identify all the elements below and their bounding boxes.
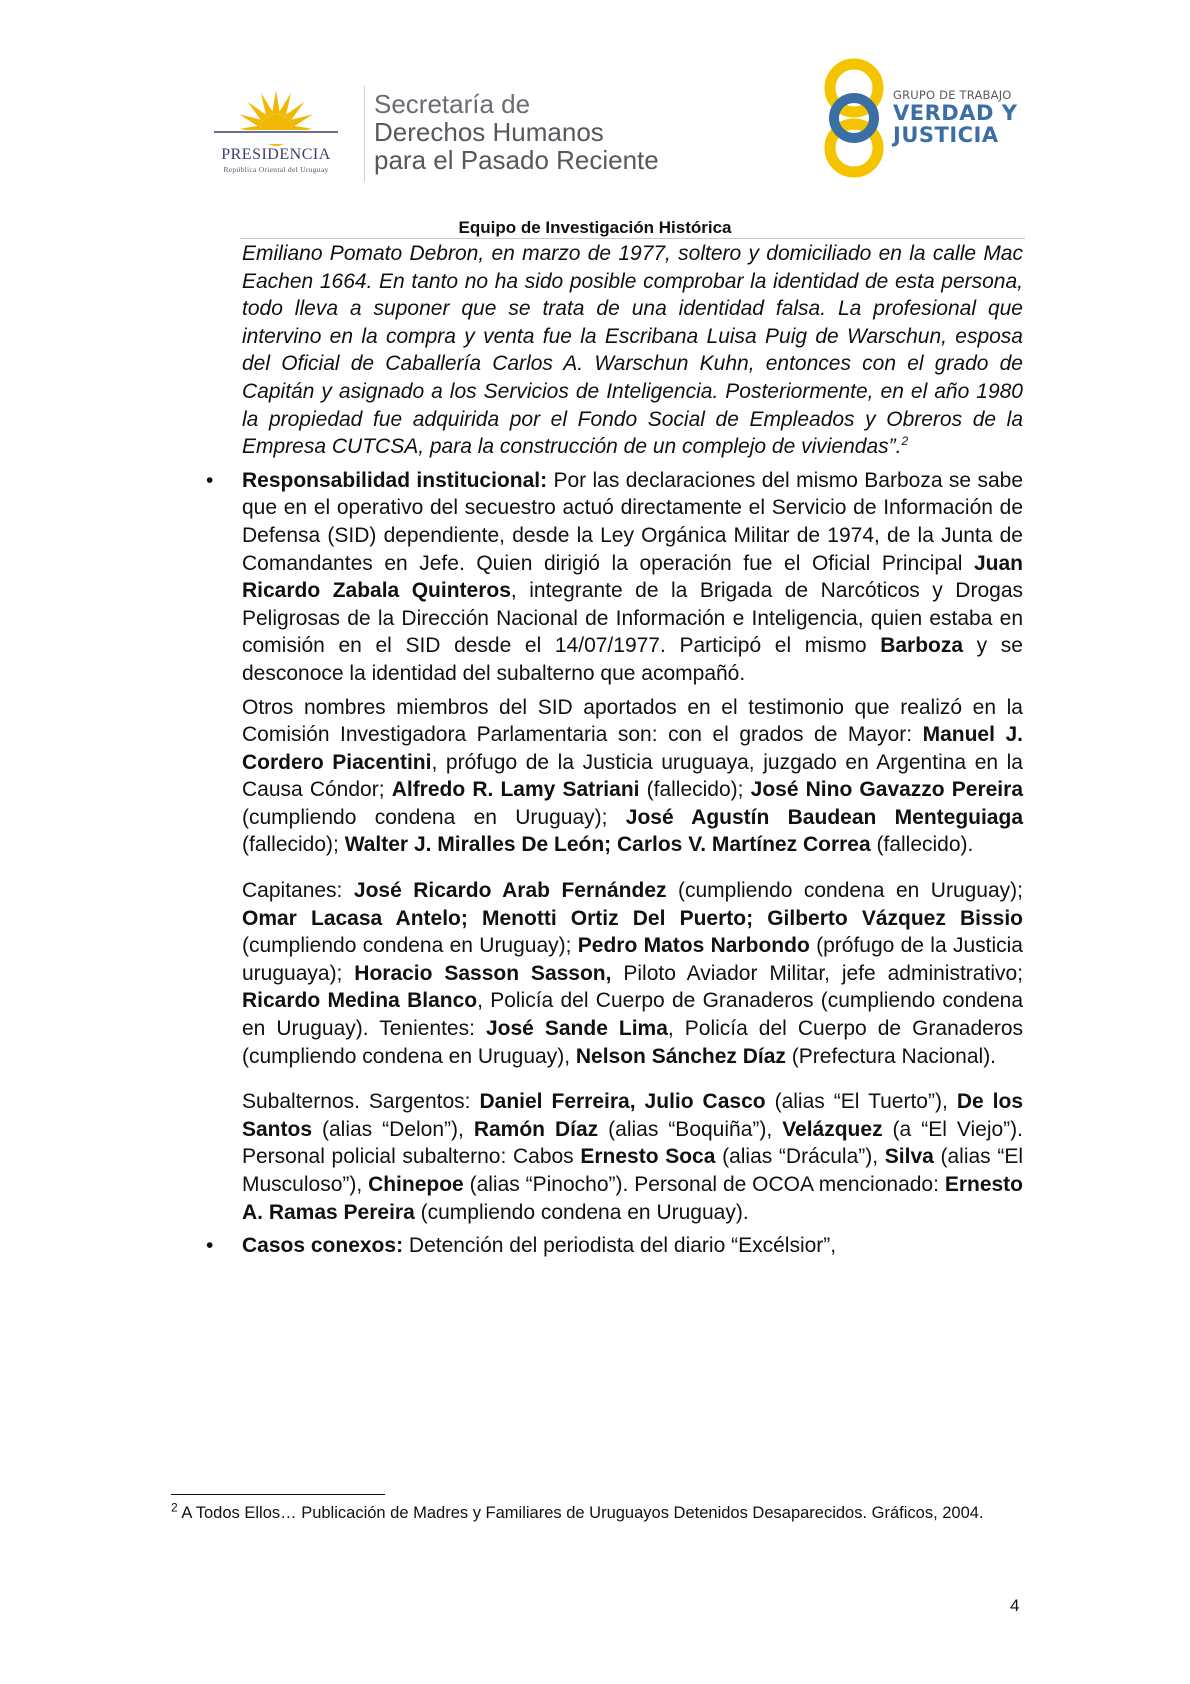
presidencia-subtitle: República Oriental del Uruguay <box>223 165 329 174</box>
header-rule <box>240 238 1025 239</box>
secretaria-line-3: para el Pasado Reciente <box>374 145 659 175</box>
header-divider <box>364 86 365 182</box>
bullet-item-responsabilidad <box>206 467 1024 688</box>
responsabilidad-paragraph: Responsabilidad institucional: Por las declaraciones del mismo Barboza se sabe que en el operativo del secuestro actuó directamente el Servicio de Información de Defensa (SID) dependiente, desde la Ley Orgánica Militar de 1974, de la Junta de Comandantes en Jefe. Quien dirigió la operación fue el Oficial Principal Juan Ricardo Zabala Quinteros, integrante de la Brigada de Narcóticos y Drogas Peligrosas de la Dirección Nacional de Información e Inteligencia, quien estaba en comisión en el SID desde el 14/07/1977. Participó el mismo Barboza y se desconoce la identidad del subalterno que acompañó. <box>242 468 1024 685</box>
presidencia-title: PRESIDENCIA <box>221 146 331 163</box>
capitanes-paragraph: Capitanes: José Ricardo Arab Fernández (cumpliendo condena en Uruguay); Omar Lacasa Antelo; Menotti Ortiz Del Puerto; Gilberto Vázquez Bissio (cumpliendo condena en Uruguay); Pedro Matos Narbondo (prófugo de la Justicia uruguaya); Horacio Sasson Sasson, Piloto Aviador Militar, jefe administrativo; Ricardo Medina Blanco, Policía del Cuerpo de Granaderos (cumpliendo condena en Uruguay). Tenientes: José Sande Lima, Policía del Cuerpo de Granaderos (cumpliendo condena en Uruguay), Nelson Sánchez Díaz (Prefectura Nacional). <box>242 879 1023 1068</box>
page-number: 4 <box>1010 1596 1020 1615</box>
bullet-icon: • <box>206 1234 214 1258</box>
secretaria-wordmark <box>374 90 714 174</box>
quoted-paragraph <box>242 240 1023 461</box>
grupo-trabajo-label: GRUPO DE TRABAJO <box>893 88 1012 102</box>
casos-paragraph: Casos conexos: Detención del periodista del diario “Excélsior”, <box>242 1234 837 1258</box>
secretaria-line-2: Derechos Humanos <box>374 117 604 147</box>
footnote-ref: 2 <box>901 434 909 449</box>
verdad-y-label: VERDAD Y <box>893 101 1018 125</box>
otros-nombres-paragraph: Otros nombres miembros del SID aportados en el testimonio que realizó en la Comisión Investigadora Parlamentaria son: con el grados de Mayor: Manuel J. Cordero Piacentini, prófugo de la Justicia uruguaya, juzgado en Argentina en la Causa Cóndor; Alfredo R. Lamy Satriani (fallecido); José Nino Gavazzo Pereira (cumpliendo condena en Uruguay); José Agustín Baudean Menteguiaga (fallecido); Walter J. Miralles De León; Carlos V. Martínez Correa (fallecido). <box>242 695 1023 857</box>
secretaria-line-1: Secretaría de <box>374 89 531 119</box>
bullet-item-casos <box>206 1232 1023 1260</box>
body-content <box>206 240 1024 1260</box>
subalternos-paragraph: Subalternos. Sargentos: Daniel Ferreira, Julio Casco (alias “El Tuerto”), De los Santos (alias “Delon”), Ramón Díaz (alias “Boquiña”), Velázquez (a “El Viejo”). Personal policial subalterno: Cabos Ernesto Soca (alias “Drácula”), Silva (alias “El Musculoso”), Chinepoe (alias “Pinocho”). Personal de OCOA mencionado: Ernesto A. Ramas Pereira (cumpliendo condena en Uruguay). <box>242 1090 1023 1224</box>
responsabilidad-label: Responsabilidad institucional: <box>242 468 548 492</box>
running-header: Equipo de Investigación Histórica <box>458 218 732 237</box>
presidencia-wordmark <box>196 146 356 174</box>
footnote-number: 2 <box>171 1500 178 1515</box>
footnote-text: A Todos Ellos… Publicación de Madres y Familiares de Uruguayos Detenidos Desaparecidos. Gráficos, 2004. <box>177 1504 984 1522</box>
footnote-separator <box>171 1494 385 1495</box>
casos-label: Casos conexos: <box>242 1234 404 1258</box>
quoted-text: Emiliano Pomato Debron, en marzo de 1977, soltero y domiciliado en la calle Mac Eachen 1664. En tanto no ha sido posible comprobar la identidad de esta persona, todo lleva a suponer que se trata de una identidad falsa. La profesional que intervino en la compra y venta fue la Escribana Luisa Puig de Warschun, esposa del Oficial de Caballería Carlos A. Warschun Kuhn, entonces con el grado de Capitán y asignado a los Servicios de Inteligencia. Posteriormente, en el año 1980 la propiedad fue adquirida por el Fondo Social de Empleados y Obreros de la Empresa CUTCSA, para la construcción de un complejo de viviendas”. <box>242 242 1023 459</box>
bullet-icon: • <box>206 468 214 492</box>
justicia-label: JUSTICIA <box>893 123 999 147</box>
footnote <box>171 1501 1021 1525</box>
grupo-trabajo-wordmark <box>893 88 1033 146</box>
